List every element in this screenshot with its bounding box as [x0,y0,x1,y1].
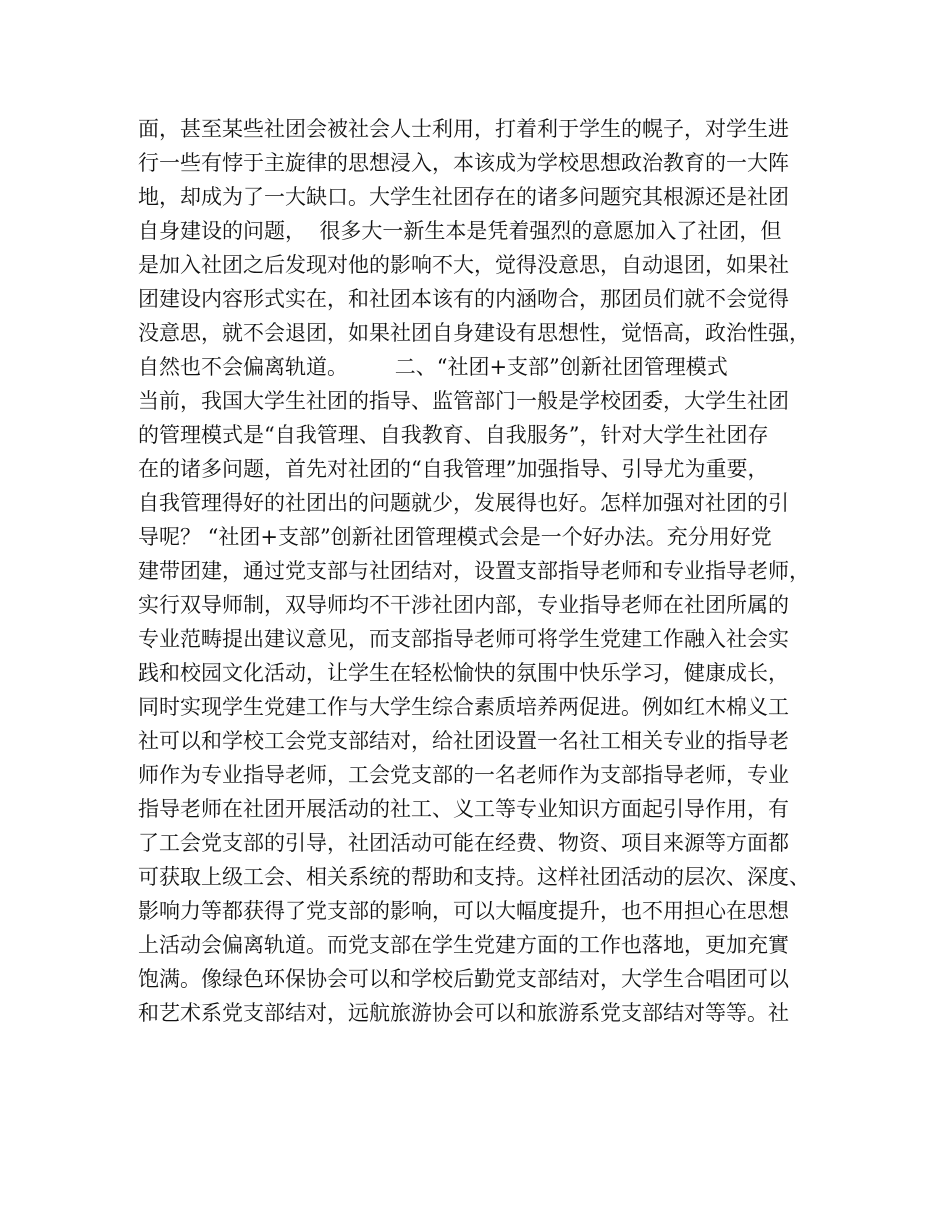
text-line: 导呢？ “社团+支部”创新社团管理模式会是一个好办法。充分用好党 [138,525,772,549]
text-line: 团建设内容形式实在，和社团本该有的内涵吻合，那团员们就不会觉得 [138,287,789,311]
text-line: 是加入社团之后发现对他的影响不大，觉得没意思，自动退团，如果社 [138,253,789,277]
text-line: 当前，我国大学生社团的指导、监管部门一般是学校团委，大学生社团 [138,389,789,413]
body-text [138,112,838,1030]
text-line: 践和校园文化活动，让学生在轻松愉快的氛围中快乐学习，健康成长， [138,661,789,685]
text-line: 自然也不会偏离轨道。 二、“社团+支部”创新社团管理模式 [138,355,728,379]
text-line: 和艺术系党支部结对，远航旅游协会可以和旅游系党支部结对等等。社 [138,1001,789,1025]
text-line: 建带团建，通过党支部与社团结对，设置支部指导老师和专业指导老师， [138,559,810,583]
text-line: 地，却成为了一大缺口。大学生社团存在的诸多问题究其根源还是社团 [138,185,789,209]
text-line: 影响力等都获得了党支部的影响，可以大幅度提升，也不用担心在思想 [138,899,789,923]
text-line: 没意思，就不会退团，如果社团自身建设有思想性，觉悟高，政治性强， [138,321,810,345]
text-line: 指导老师在社团开展活动的社工、义工等专业知识方面起引导作用，有 [138,797,789,821]
text-line: 了工会党支部的引导，社团活动可能在经费、物资、项目来源等方面都 [138,831,789,855]
text-line: 饱满。像绿色环保协会可以和学校后勤党支部结对，大学生合唱团可以 [138,967,789,991]
text-line: 专业范畴提出建议意见，而支部指导老师可将学生党建工作融入社会实 [138,627,789,651]
text-line: 社可以和学校工会党支部结对，给社团设置一名社工相关专业的指导老 [138,729,789,753]
text-line: 实行双导师制，双导师均不干涉社团内部，专业指导老师在社团所属的 [138,593,789,617]
text-line: 上活动会偏离轨道。而党支部在学生党建方面的工作也落地，更加充實 [138,933,789,957]
text-line: 同时实现学生党建工作与大学生综合素质培养两促进。例如红木棉义工 [138,695,789,719]
text-line: 的管理模式是“自我管理、自我教育、自我服务”，针对大学生社团存 [138,423,769,447]
text-line: 师作为专业指导老师，工会党支部的一名老师作为支部指导老师，专业 [138,763,789,787]
text-line: 面，甚至某些社团会被社会人士利用，打着利于学生的幌子，对学生进 [138,117,789,141]
text-line: 在的诸多问题，首先对社团的“自我管理”加强指导、引导尤为重要， [138,457,769,481]
text-line: 自身建设的问题， 很多大一新生本是凭着强烈的意愿加入了社团，但 [138,219,782,243]
text-line: 自我管理得好的社团出的问题就少，发展得也好。怎样加强对社团的引 [138,491,789,515]
text-line: 行一些有悖于主旋律的思想浸入，本该成为学校思想政治教育的一大阵 [138,151,789,175]
text-line: 可获取上级工会、相关系统的帮助和支持。这样社团活动的层次、深度、 [138,865,810,889]
